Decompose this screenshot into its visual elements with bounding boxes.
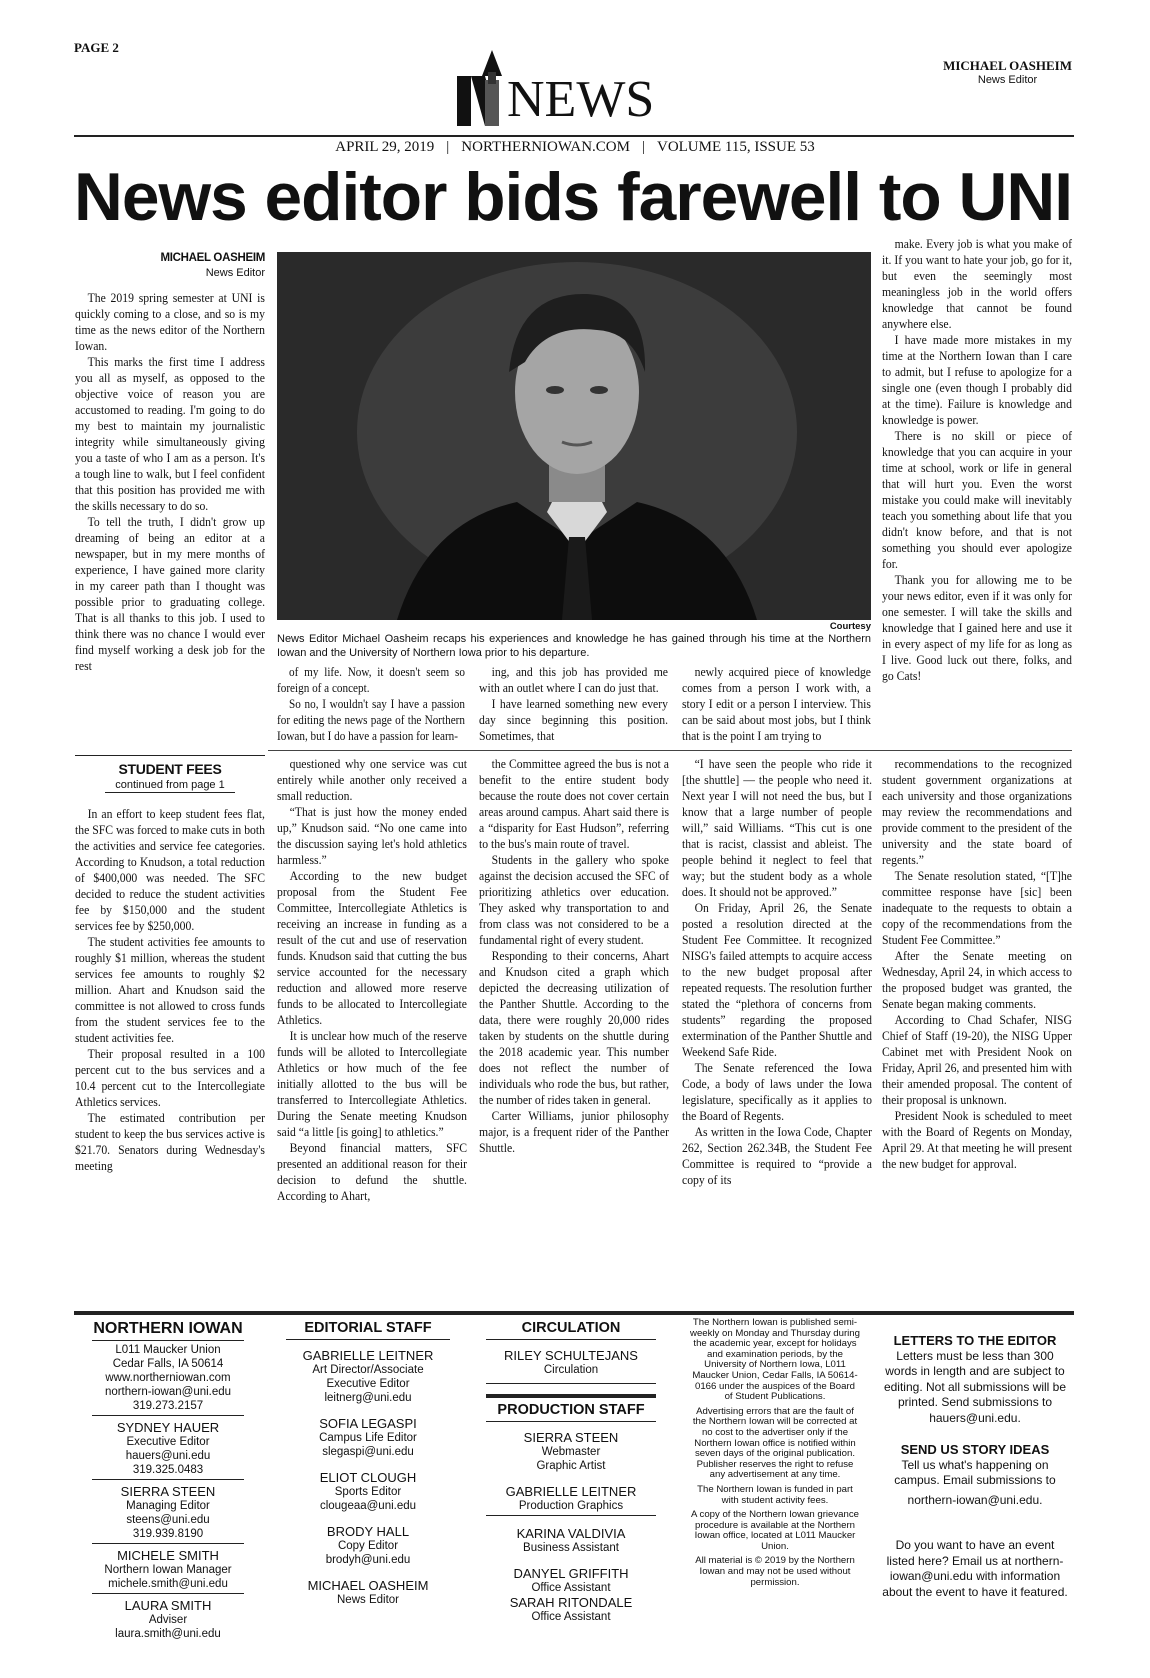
staff-role: Copy Editor xyxy=(337,1540,399,1552)
paragraph: Thank you for allowing me to be your news editor, even if it was only for one semester. I will take the skills and knowledge that I gained here and use it in every aspect of my life for as long as I live. Good luck out there, folks, and go Cats! xyxy=(882,572,1072,683)
paragraph: President Nook is scheduled to meet with the Board of Regents on Monday, April 29. At that meeting he will present the new budget for approval. xyxy=(882,1108,1072,1171)
staff-role: Webmaster xyxy=(541,1446,601,1458)
story-ideas-body: Tell us what's happening on campus. Email submissions to xyxy=(894,1457,1056,1487)
byline-role: News Editor xyxy=(205,267,265,279)
staff-email[interactable]: michele.smith@uni.edu xyxy=(108,1578,228,1590)
divider xyxy=(486,1383,656,1384)
staff-name: ELIOT CLOUGH xyxy=(319,1470,417,1485)
paragraph: Carter Williams, junior philosophy major, is a frequent rider of the Panther Shuttle. xyxy=(479,1108,669,1155)
volume-issue: VOLUME 115, ISSUE 53 xyxy=(656,139,815,155)
paragraph: After the Senate meeting on Wednesday, April 24, in which access to the proposed budget was granted, the Senate began making comments. xyxy=(882,948,1072,1011)
staff-email[interactable]: clougeaa@uni.edu xyxy=(319,1500,417,1512)
paragraph: Beyond financial matters, SFC presented an additional reason for their decision to defund the shuttle. According to Ahart, xyxy=(277,1140,467,1203)
page-editor-role: News Editor xyxy=(977,74,1038,86)
article-column-1 xyxy=(75,290,265,746)
staff-role: Production Graphics xyxy=(518,1500,624,1512)
paragraph: The 2019 spring semester at UNI is quickly coming to a close, and so is my time as the news editor of the Northern Iowan. xyxy=(75,290,265,353)
separator: | xyxy=(446,139,450,155)
staff-name: BRODY HALL xyxy=(326,1524,410,1539)
staff-name: KARINA VALDIVIA xyxy=(516,1526,626,1541)
paragraph: recommendations to the recognized student government organizations at each university and those organizations may review the recommendations and provide comment to the president of the university and the state board of regents.” xyxy=(882,756,1072,867)
paragraph: There is no skill or piece of knowledge that you can acquire in your time at school, work or life in general that will hurt you. Even the worst mistake you could make will inevitably teach you something about life that you didn't know before, and that is not something you should ever apologize for. xyxy=(882,428,1072,571)
editorial-staff-box xyxy=(286,1320,450,1618)
letters-body: Letters must be less than 300 words in length and are subject to editing. Not all submissions will be printed. Send submissions to hauers@uni.edu. xyxy=(883,1348,1067,1425)
student-fees-column-2 xyxy=(277,756,467,1306)
staff-name: RILEY SCHULTEJANS xyxy=(504,1348,638,1363)
staff-name: SOFIA LEGASPI xyxy=(319,1416,417,1431)
staff-name: LAURA SMITH xyxy=(124,1598,212,1613)
student-fees-column-4 xyxy=(682,756,872,1306)
circulation-heading: CIRCULATION xyxy=(486,1320,656,1340)
photo-caption: News Editor Michael Oasheim recaps his experiences and knowledge he has gained through his time at the Northern Iowan and the University of Northern Iowa prior to his departure. xyxy=(277,633,871,659)
paragraph: Students in the gallery who spoke against the decision accused the SFC of prioritizing athletics over education. They asked why transportation to and from class was not considered to be a fundamental right of every student. xyxy=(479,852,669,947)
jump-heading: STUDENT FEES xyxy=(118,761,222,777)
staff-role: Business Assistant xyxy=(523,1542,619,1554)
page-number: PAGE 2 xyxy=(74,40,119,55)
paragraph: make. Every job is what you make of it. If you want to hate your job, go for it, but even the seemingly most meaningless job in the world offers knowledge that cannot be found anywhere else. xyxy=(882,236,1072,331)
divider xyxy=(486,1515,656,1516)
article-column-3 xyxy=(479,664,668,746)
staff-name: SARAH RITONDALE xyxy=(509,1595,633,1610)
continued-from-label: continued from page 1 xyxy=(105,779,235,793)
dateline xyxy=(0,139,1150,156)
section-name: NEWS xyxy=(507,71,655,128)
staff-phone: 319.325.0483 xyxy=(132,1464,204,1476)
editor-portrait-photo xyxy=(277,252,871,620)
paragraph: newly acquired piece of knowledge comes from a person I work with, a story I edit or a person I interview. This can be said about most jobs, but I think that is the point I am trying to xyxy=(682,664,871,743)
publication-notice xyxy=(690,1318,860,1592)
column-text xyxy=(277,756,467,1204)
paragraph: The estimated contribution per student to keep the bus services active is $21.70. Senators during Wednesday's meeting xyxy=(75,1110,265,1173)
header-rule xyxy=(74,135,1074,137)
letters-box xyxy=(880,1333,1070,1600)
story-ideas-heading: SEND US STORY IDEAS xyxy=(900,1442,1050,1457)
staff-role: Graphic Artist xyxy=(536,1460,606,1472)
event-listing-note: Do you want to have an event listed here? Email us at northern-iowan@uni.edu with information about the event to have it featured. xyxy=(882,1538,1068,1599)
staff-name: SIERRA STEEN xyxy=(523,1430,619,1445)
column-text xyxy=(479,756,669,1156)
address-line: L011 Maucker Union xyxy=(115,1344,221,1356)
paragraph: It is unclear how much of the reserve funds will be alloted to Intercollegiate Athletics or how much of the fee initially allotted to the bus will be transferred to Intercollegiate Athletics. During the Senate meeting Knudson said “a little [is going] to athletics.” xyxy=(277,1028,467,1139)
staff-email[interactable]: brodyh@uni.edu xyxy=(325,1554,411,1566)
notice-paragraph: A copy of the Northern Iowan grievance procedure is available at the Northern Iowan office, located at L011 Maucker Union. xyxy=(691,1509,859,1552)
headline xyxy=(74,159,1074,235)
paragraph: To tell the truth, I didn't grow up dreaming of being an editor at a newspaper, but in my mere months of experience, I have gained more clarity in my career path than I thought was possible prior to graduating college. That is all thanks to this job. I used to think there was no chance I would ever find myself working a desk job for the rest xyxy=(75,514,265,673)
staff-name: MICHAEL OASHEIM xyxy=(307,1578,429,1593)
paragraph: The Senate referenced the Iowa Code, a body of laws under the Iowa legislature, specifically as it applies to the Board of Regents. xyxy=(682,1060,872,1123)
paragraph: The Senate resolution stated, “[T]he committee response have [sic] been inadequate to the requests to obtain a copy of the recommendations from the Student Fee Committee.” xyxy=(882,868,1072,947)
column-text xyxy=(75,806,265,1174)
staff-name: SYDNEY HAUER xyxy=(116,1420,220,1435)
byline-name: MICHAEL OASHEIM xyxy=(160,252,265,264)
staff-role: Circulation xyxy=(543,1364,599,1376)
staff-role: Office Assistant xyxy=(531,1582,611,1594)
column-text xyxy=(882,236,1072,684)
paragraph: In an effort to keep student fees flat, the SFC was forced to make cuts in both the activities and service fee categories. According to Knudson, a total reduction of $400,000 was needed. The SFC decided to reduce the student activities fee by $150,000 and the student services fee by $250,000. xyxy=(75,806,265,933)
staff-email[interactable]: laura.smith@uni.edu xyxy=(115,1628,221,1640)
paragraph: “I have seen the people who ride it [the shuttle] — the people who need it. Next year I will not need the bus, but I know that a large number of people will,” said Williams. “This cut is one that is racist, classist and ableist. The people behind it neglect to feel that way; but the student body as a whole does. It should not be approved.” xyxy=(682,756,872,899)
website-link[interactable]: NORTHERNIOWAN.COM xyxy=(461,139,630,155)
issue-date: APRIL 29, 2019 xyxy=(335,139,435,155)
student-fees-heading xyxy=(75,755,265,793)
article-column-5 xyxy=(882,236,1072,746)
portrait-image xyxy=(277,252,871,620)
divider xyxy=(92,1479,244,1480)
headline-text: News editor bids farewell to UNI xyxy=(74,159,1072,235)
section-logo xyxy=(455,48,695,128)
paragraph: “That is just how the money ended up,” Knudson said. “No one came into the discussion saying let's hold athletics harmless.” xyxy=(277,804,467,867)
staff-role: News Editor xyxy=(337,1594,399,1606)
article-column-4 xyxy=(682,664,871,746)
column-text xyxy=(277,664,465,744)
address-line: Cedar Falls, IA 50614 xyxy=(112,1358,224,1370)
column-text xyxy=(682,756,872,1188)
divider xyxy=(92,1415,244,1416)
staff-role: Executive Editor xyxy=(126,1436,210,1448)
photo-credit: Courtesy xyxy=(829,621,871,632)
masthead-title: NORTHERN IOWAN xyxy=(92,1320,244,1341)
staff-role: Northern Iowan Manager xyxy=(104,1564,232,1576)
column-text xyxy=(479,664,668,744)
paragraph: I have made more mistakes in my time at the Northern Iowan than I care to admit, but I refuse to apologize for a single one (even though I probably did at the time). Failure is knowledge and knowledge is power. xyxy=(882,332,1072,427)
staff-role: Managing Editor xyxy=(126,1500,210,1512)
notice-paragraph: Advertising errors that are the fault of the Northern Iowan will be corrected at no cost to the advertiser only if the Northern Iowan office is notified within seven days of the original publication. Publisher reserves the right to refuse any advertisement at any time. xyxy=(692,1405,858,1481)
paragraph: So no, I wouldn't say I have a passion for editing the news page of the Northern Iowan, but I do have a passion for learn- xyxy=(277,696,465,743)
paragraph: Responding to their concerns, Ahart and Knudson cited a graph which depicted the decreasing utilization of the Panther Shuttle. According to the data, there were roughly 20,000 rides taken by students on the shuttle during the 2018 academic year. This number does not reflect the number of individuals who rode the bus, but rather, the number of rides taken in general. xyxy=(479,948,669,1107)
staff-role: Sports Editor xyxy=(334,1486,402,1498)
staff-role: Campus Life Editor xyxy=(319,1432,417,1444)
paragraph: This marks the first time I address you all as myself, as opposed to the objective voice of reason you are accustomed to reading. I'm going to do my best to maintain my journalistic integrity while simultaneously giving you a taste of who I am as a person. It's a tough line to walk, but I feel confident that this position has provided me with the skills necessary to do so. xyxy=(75,354,265,513)
paragraph: questioned why one service was cut entirely while another only received a small reduction. xyxy=(277,756,467,803)
student-fees-column-1 xyxy=(75,806,265,1306)
paragraph: As written in the Iowa Code, Chapter 262, Section 262.34B, the Student Fee Committee is required to “provide a copy of its xyxy=(682,1124,872,1187)
staff-role: Executive Editor xyxy=(326,1378,410,1390)
paragraph: According to the new budget proposal from the Student Fee Committee, Intercollegiate Athletics is receiving an increase in funding as a result of the cut and use of reservation funds. Knudson said that cutting the bus service accounted for the necessary reduction and allowed more reserve funds to be allocated to Intercollegiate Athletics. xyxy=(277,868,467,1027)
masthead-box xyxy=(92,1320,244,1641)
phone-number: 319.273.2157 xyxy=(132,1400,204,1412)
staff-name: SIERRA STEEN xyxy=(120,1484,216,1499)
staff-role: Office Assistant xyxy=(531,1611,611,1623)
notice-paragraph: The Northern Iowan is published semi-weekly on Monday and Thursday during the academic year, except for holidays and examination periods, by the University of Northern Iowa, L011 Maucker Union, Cedar Falls, IA 50614-0166 under the auspices of the Board of Student Publications. xyxy=(690,1317,860,1403)
column-text xyxy=(75,290,265,674)
production-staff-heading: PRODUCTION STAFF xyxy=(486,1394,656,1422)
paragraph: According to Chad Schafer, NISG Chief of Staff (19-20), the NISG Upper Cabinet met with President Nook on Friday, April 26, and presented him with their amended proposal. The content of their proposal is unknown. xyxy=(882,1012,1072,1107)
divider xyxy=(92,1543,244,1544)
staff-phone: 319.939.8190 xyxy=(132,1528,204,1540)
editorial-staff-heading: EDITORIAL STAFF xyxy=(286,1320,450,1340)
staff-name: GABRIELLE LEITNER xyxy=(505,1484,637,1499)
byline xyxy=(75,252,265,279)
staff-name: DANYEL GRIFFITH xyxy=(513,1566,629,1581)
column-text xyxy=(882,756,1072,1172)
separator: | xyxy=(641,139,645,155)
article-column-2 xyxy=(277,664,465,746)
divider xyxy=(92,1593,244,1594)
story-ideas-email[interactable]: northern-iowan@uni.edu. xyxy=(907,1492,1043,1507)
website-link[interactable]: www.northerniowan.com xyxy=(105,1372,231,1384)
staff-email[interactable]: steens@uni.edu xyxy=(126,1514,210,1526)
paragraph: the Committee agreed the bus is not a benefit to the entire student body because the route does not cover certain areas around campus. Ahart said there is a “disparity for East Hudson”, referring to the bus's main route of travel. xyxy=(479,756,669,851)
staff-box-rule xyxy=(74,1311,1074,1315)
paragraph: Their proposal resulted in a 100 percent cut to the bus services and a 10.4 percent cut to the Intercollegiate Athletics services. xyxy=(75,1046,265,1109)
staff-role: Adviser xyxy=(148,1614,188,1626)
staff-role: Art Director/Associate xyxy=(312,1364,424,1376)
paragraph: ing, and this job has provided me with an outlet where I can do just that. xyxy=(479,664,668,695)
letters-heading: LETTERS TO THE EDITOR xyxy=(893,1333,1057,1348)
student-fees-column-5 xyxy=(882,756,1072,1306)
email-link[interactable]: northern-iowan@uni.edu xyxy=(104,1386,232,1398)
paragraph: I have learned something new every day since beginning this position. Sometimes, that xyxy=(479,696,668,743)
paragraph: of my life. Now, it doesn't seem so foreign of a concept. xyxy=(277,664,465,695)
notice-paragraph: All material is © 2019 by the Northern Iowan and may not be used without permission. xyxy=(695,1555,855,1588)
paragraph: The student activities fee amounts to roughly $1 million, whereas the student services fee amounts to roughly $2 million. Ahart and Knudson said the committee is not allowed to cross funds from the student services fee to the student activities fee. xyxy=(75,934,265,1045)
circulation-production-box xyxy=(486,1320,656,1624)
column-text xyxy=(682,664,871,744)
staff-name: MICHELE SMITH xyxy=(117,1548,219,1563)
notice-paragraph: The Northern Iowan is funded in part with student activity fees. xyxy=(697,1483,853,1506)
paragraph: On Friday, April 26, the Senate posted a resolution directed at the Student Fee Committee. It recognized NISG's failed attempts to acquire access to the new budget proposal after repeated requests. The resolution further stated the “plethora of concerns from students” regarding the proposed extermination of the Panther Shuttle and Weekend Safe Ride. xyxy=(682,900,872,1059)
page-editor-name: MICHAEL OASHEIM xyxy=(943,58,1072,73)
section-divider xyxy=(268,750,1072,751)
staff-email[interactable]: leitnerg@uni.edu xyxy=(324,1392,412,1404)
staff-name: GABRIELLE LEITNER xyxy=(302,1348,434,1363)
student-fees-column-3 xyxy=(479,756,669,1306)
page-editor xyxy=(943,58,1072,86)
staff-email[interactable]: hauers@uni.edu xyxy=(125,1450,211,1462)
staff-email[interactable]: slegaspi@uni.edu xyxy=(322,1446,414,1458)
